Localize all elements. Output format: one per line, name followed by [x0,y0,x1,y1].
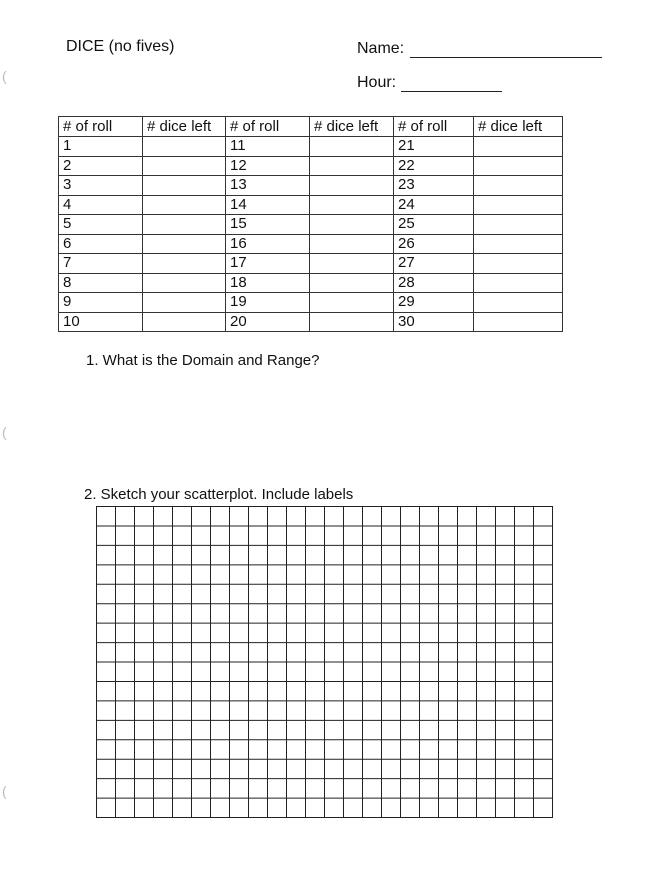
roll-number-cell: 25 [394,215,474,235]
dice-left-cell[interactable] [143,293,226,313]
scatterplot-grid[interactable] [96,506,553,818]
table-row [59,195,563,215]
header-roll-3: # of roll [394,117,474,137]
dice-left-cell[interactable] [143,137,226,157]
dice-left-cell[interactable] [310,137,394,157]
dice-left-cell[interactable] [474,254,563,274]
header-roll-1: # of roll [59,117,143,137]
dice-left-cell[interactable] [143,312,226,332]
dice-left-cell[interactable] [310,293,394,313]
roll-number-cell: 29 [394,293,474,313]
dice-left-cell[interactable] [310,273,394,293]
dice-left-cell[interactable] [310,156,394,176]
roll-number-cell: 5 [59,215,143,235]
dice-left-cell[interactable] [474,293,563,313]
dice-left-cell[interactable] [310,195,394,215]
dice-left-cell[interactable] [310,234,394,254]
roll-number-cell: 4 [59,195,143,215]
table-row [59,176,563,196]
margin-mark: ( [2,424,7,440]
dice-left-cell[interactable] [474,273,563,293]
dice-left-cell[interactable] [143,234,226,254]
roll-number-cell: 11 [226,137,310,157]
dice-left-cell[interactable] [310,254,394,274]
dice-left-cell[interactable] [474,156,563,176]
graph-paper[interactable] [96,506,553,818]
table-row [59,312,563,332]
roll-number-cell: 19 [226,293,310,313]
roll-number-cell: 18 [226,273,310,293]
dice-left-cell[interactable] [474,215,563,235]
roll-number-cell: 6 [59,234,143,254]
roll-number-cell: 8 [59,273,143,293]
name-label: Name: [357,40,405,57]
roll-number-cell: 7 [59,254,143,274]
dice-left-cell[interactable] [143,273,226,293]
roll-number-cell: 20 [226,312,310,332]
hour-field[interactable] [401,91,502,92]
roll-number-cell: 1 [59,137,143,157]
roll-number-cell: 13 [226,176,310,196]
table-header-row [59,117,563,137]
header-roll-2: # of roll [226,117,310,137]
dice-left-cell[interactable] [474,195,563,215]
header-dice-left-2: # dice left [310,117,394,137]
table-row [59,215,563,235]
hour-label: Hour: [357,74,397,91]
roll-number-cell: 26 [394,234,474,254]
roll-number-cell: 12 [226,156,310,176]
roll-number-cell: 17 [226,254,310,274]
dice-left-cell[interactable] [474,137,563,157]
dice-left-cell[interactable] [310,176,394,196]
dice-left-cell[interactable] [474,234,563,254]
roll-number-cell: 21 [394,137,474,157]
margin-mark: ( [2,68,7,84]
table-row [59,273,563,293]
roll-number-cell: 9 [59,293,143,313]
dice-left-cell[interactable] [143,215,226,235]
table-row [59,293,563,313]
dice-left-cell[interactable] [310,312,394,332]
margin-mark: ( [2,783,7,799]
dice-left-cell[interactable] [310,215,394,235]
question-2: 2. Sketch your scatterplot. Include labels [84,486,354,503]
roll-number-cell: 23 [394,176,474,196]
roll-number-cell: 27 [394,254,474,274]
roll-number-cell: 22 [394,156,474,176]
dice-left-cell[interactable] [143,254,226,274]
roll-number-cell: 15 [226,215,310,235]
name-field[interactable] [410,57,602,58]
dice-left-cell[interactable] [474,312,563,332]
roll-number-cell: 28 [394,273,474,293]
dice-left-cell[interactable] [474,176,563,196]
header-dice-left-1: # dice left [143,117,226,137]
question-1: 1. What is the Domain and Range? [86,352,320,369]
table-row [59,137,563,157]
roll-number-cell: 30 [394,312,474,332]
roll-number-cell: 16 [226,234,310,254]
table-row [59,254,563,274]
roll-number-cell: 2 [59,156,143,176]
roll-number-cell: 24 [394,195,474,215]
dice-left-cell[interactable] [143,195,226,215]
roll-number-cell: 10 [59,312,143,332]
table-row [59,234,563,254]
header-dice-left-3: # dice left [474,117,563,137]
roll-number-cell: 3 [59,176,143,196]
table-row [59,156,563,176]
roll-data-table [58,116,563,332]
dice-left-cell[interactable] [143,176,226,196]
worksheet-title: DICE (no fives) [66,38,175,55]
roll-number-cell: 14 [226,195,310,215]
dice-left-cell[interactable] [143,156,226,176]
